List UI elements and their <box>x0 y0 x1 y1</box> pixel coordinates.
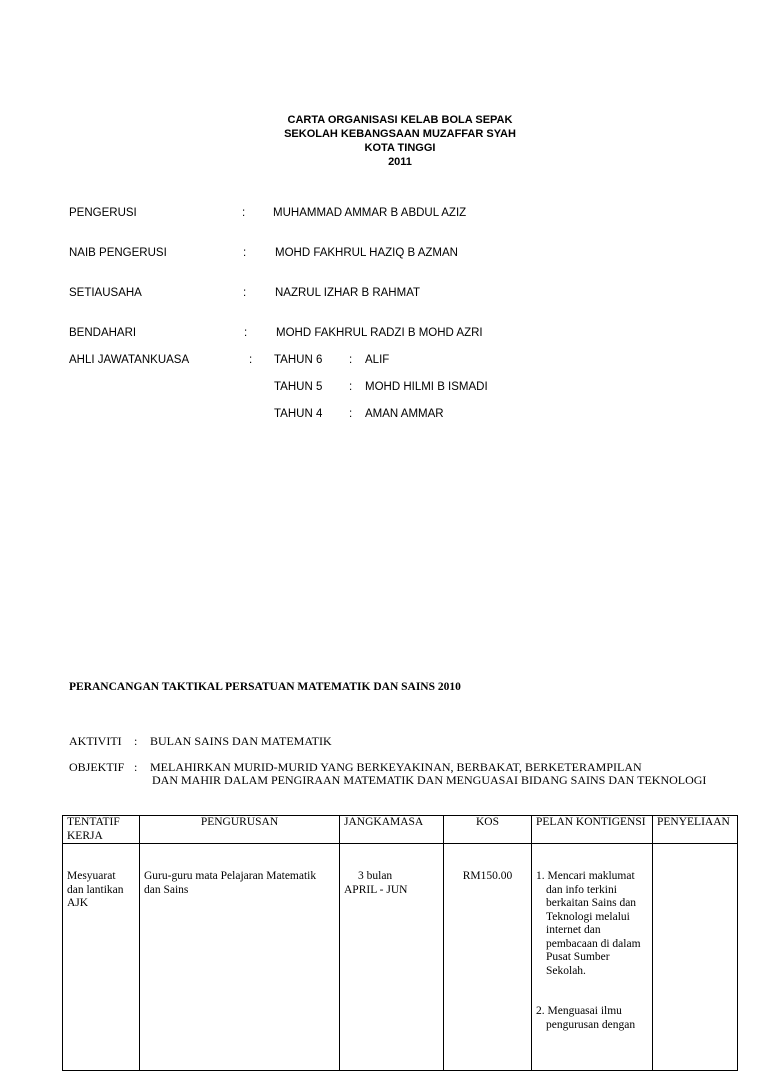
objective-line-1: MELAHIRKAN MURID-MURID YANG BERKEYAKINAN, BERBAKAT, BERKETERAMPILAN <box>150 760 642 774</box>
list-item: 1. Mencari maklumat dan info terkini berkaitan Sains dan Teknologi melalui internet dan pembacaan di dalam Pusat Sumber Sekolah. <box>536 870 641 977</box>
cell-pelan <box>532 844 653 1071</box>
role-label: NAIB PENGERUSI <box>69 247 167 259</box>
role-separator: : <box>349 408 353 420</box>
table-header-row <box>63 816 738 844</box>
jangkamasa-period: APRIL - JUN <box>344 883 408 896</box>
committee-year: TAHUN 6 <box>274 354 323 366</box>
activity-value: BULAN SAINS DAN MATEMATIK <box>150 734 332 748</box>
title-line-4: 2011 <box>388 156 412 168</box>
title-line-3: KOTA TINGGI <box>364 142 436 154</box>
role-name: NAZRUL IZHAR B RAHMAT <box>275 287 421 299</box>
role-name: MOHD FAKHRUL HAZIQ B AZMAN <box>275 247 458 259</box>
title-line-1: CARTA ORGANISASI KELAB BOLA SEPAK <box>287 114 513 126</box>
role-separator: : <box>243 247 247 259</box>
role-separator: : <box>244 327 248 339</box>
committee-year: TAHUN 5 <box>274 381 323 393</box>
header-penyeliaan: PENYELIAAN <box>653 816 738 844</box>
header-kos: KOS <box>444 816 532 844</box>
committee-member: ALIF <box>365 354 390 366</box>
cell-kos: RM150.00 <box>444 844 532 1071</box>
cell-penyeliaan <box>653 844 738 1071</box>
role-name: MUHAMMAD AMMAR B ABDUL AZIZ <box>273 207 467 219</box>
committee-member: AMAN AMMAR <box>365 408 444 420</box>
committee-year: TAHUN 4 <box>274 408 323 420</box>
header-pengurusan: PENGURUSAN <box>140 816 340 844</box>
plan-title: PERANCANGAN TAKTIKAL PERSATUAN MATEMATIK DAN SAINS 2010 <box>69 681 461 693</box>
role-name: MOHD FAKHRUL RADZI B MOHD AZRI <box>276 327 483 339</box>
role-separator: : <box>242 207 246 219</box>
activity-separator: : <box>134 734 138 748</box>
role-separator: : <box>349 354 353 366</box>
role-separator: : <box>249 354 253 366</box>
objective-label: OBJEKTIF <box>69 760 125 774</box>
header-jangkamasa: JANGKAMASA <box>340 816 444 844</box>
cell-tentatif: Mesyuarat dan lantikan AJK <box>63 844 140 1071</box>
role-separator: : <box>243 287 247 299</box>
jangkamasa-duration: 3 bulan <box>358 870 393 882</box>
plan-table <box>62 815 738 1071</box>
role-label: PENGERUSI <box>69 207 137 219</box>
role-separator: : <box>349 381 353 393</box>
header-tentatif: TENTATIF KERJA <box>63 816 140 844</box>
list-item: 2. Menguasai ilmu pengurusan dengan <box>536 1005 636 1031</box>
objective-line-2: DAN MAHIR DALAM PENGIRAAN MATEMATIK DAN MENGUASAI BIDANG SAINS DAN TEKNOLOGI <box>152 773 707 787</box>
committee-label: AHLI JAWATANKUASA <box>69 354 190 366</box>
document-title <box>0 113 768 169</box>
role-label: BENDAHARI <box>69 327 137 339</box>
kontigensi-list <box>536 870 648 1032</box>
role-label: SETIAUSAHA <box>69 287 142 299</box>
objective-separator: : <box>134 760 138 774</box>
header-pelan: PELAN KONTIGENSI <box>532 816 653 844</box>
committee-member: MOHD HILMI B ISMADI <box>365 381 488 393</box>
activity-label: AKTIVITI <box>69 734 122 748</box>
title-line-2: SEKOLAH KEBANGSAAN MUZAFFAR SYAH <box>284 128 516 140</box>
cell-jangkamasa <box>340 844 444 1071</box>
cell-pengurusan: Guru-guru mata Pelajaran Matematik dan Sains <box>140 844 340 1071</box>
table-row <box>63 844 738 1071</box>
